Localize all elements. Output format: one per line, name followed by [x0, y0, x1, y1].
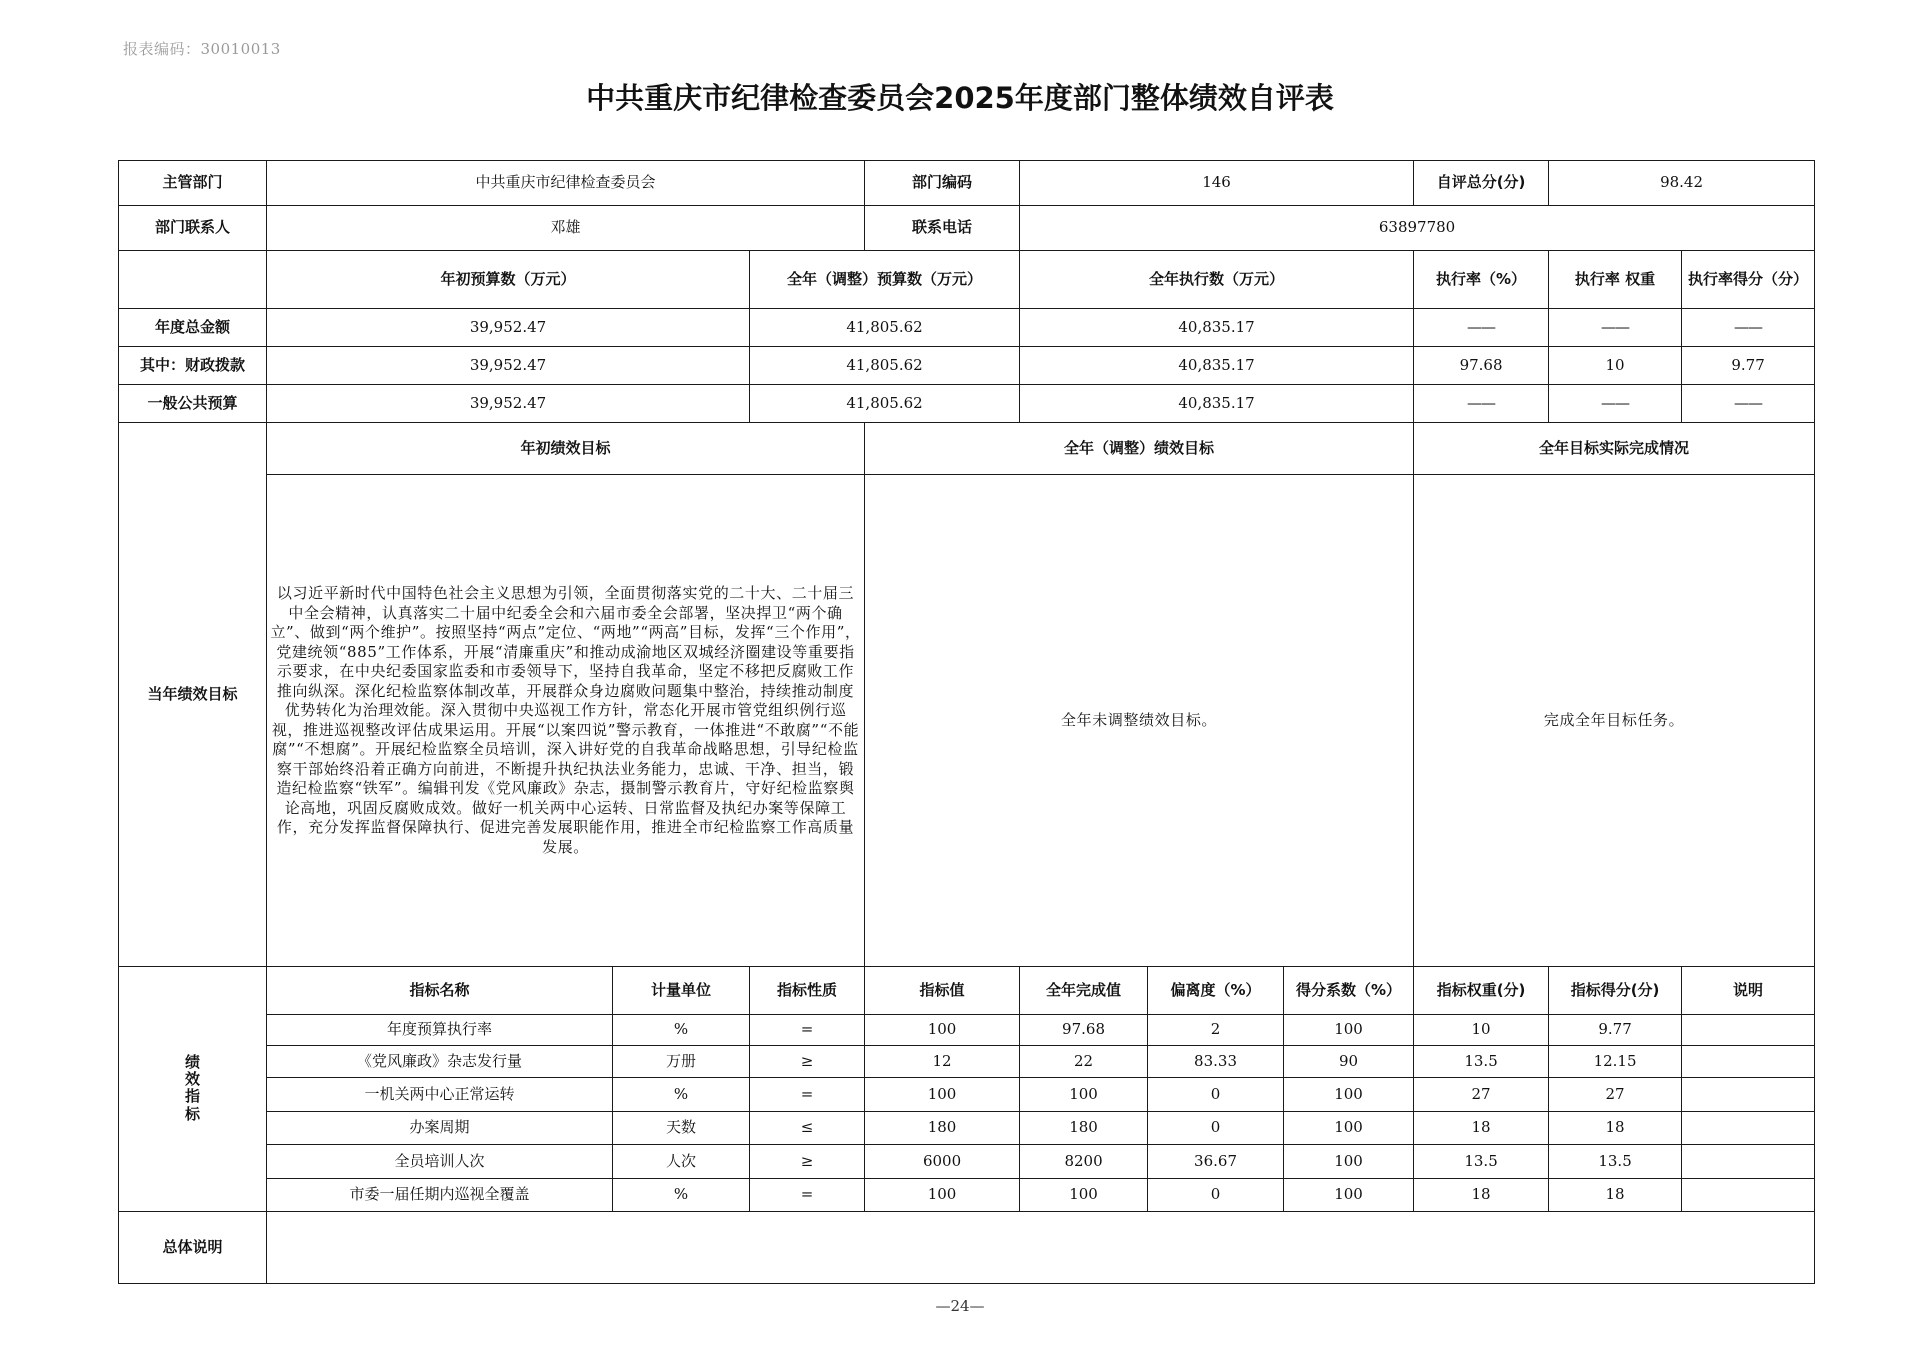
ind-weight: 27: [1414, 1078, 1549, 1112]
budget-header-initial: 年初预算数（万元）: [267, 251, 750, 309]
budget-score: ——: [1682, 309, 1815, 347]
ind-completed: 100: [1020, 1078, 1148, 1112]
goals-section-label: 当年绩效目标: [119, 423, 267, 967]
ind-coefficient: 100: [1284, 1078, 1414, 1112]
ind-target: 12: [865, 1046, 1020, 1078]
page-number: —24—: [935, 1297, 985, 1315]
budget-row: [119, 385, 1815, 423]
ind-note: [1682, 1015, 1815, 1046]
ind-coefficient: 100: [1284, 1179, 1414, 1212]
indicator-row: [119, 1046, 1815, 1078]
ind-nature: ≥: [750, 1046, 865, 1078]
budget-weight: ——: [1549, 385, 1682, 423]
budget-header-row: [119, 251, 1815, 309]
ind-header-deviation: 偏离度（%）: [1148, 967, 1284, 1015]
budget-header-executed: 全年执行数（万元）: [1020, 251, 1414, 309]
contact-label: 部门联系人: [119, 206, 267, 251]
ind-note: [1682, 1078, 1815, 1112]
ind-weight: 13.5: [1414, 1145, 1549, 1179]
ind-header-nature: 指标性质: [750, 967, 865, 1015]
dept-value: 中共重庆市纪律检查委员会: [267, 161, 865, 206]
ind-completed: 22: [1020, 1046, 1148, 1078]
ind-note: [1682, 1145, 1815, 1179]
budget-executed: 40,835.17: [1020, 385, 1414, 423]
ind-header-completed: 全年完成值: [1020, 967, 1148, 1015]
dept-code-value: 146: [1020, 161, 1414, 206]
ind-nature: ≤: [750, 1112, 865, 1145]
ind-deviation: 36.67: [1148, 1145, 1284, 1179]
indicator-row: [119, 1112, 1815, 1145]
ind-unit: 万册: [613, 1046, 750, 1078]
budget-header-adjusted: 全年（调整）预算数（万元）: [750, 251, 1020, 309]
ind-target: 100: [865, 1078, 1020, 1112]
ind-note: [1682, 1112, 1815, 1145]
ind-target: 180: [865, 1112, 1020, 1145]
ind-deviation: 0: [1148, 1078, 1284, 1112]
ind-score: 18: [1549, 1112, 1682, 1145]
ind-unit: 人次: [613, 1145, 750, 1179]
budget-rate: ——: [1414, 385, 1549, 423]
budget-row: [119, 309, 1815, 347]
ind-header-unit: 计量单位: [613, 967, 750, 1015]
budget-weight: ——: [1549, 309, 1682, 347]
ind-coefficient: 90: [1284, 1046, 1414, 1078]
ind-deviation: 0: [1148, 1179, 1284, 1212]
budget-executed: 40,835.17: [1020, 309, 1414, 347]
goals-content-row: [119, 475, 1815, 967]
ind-completed: 8200: [1020, 1145, 1148, 1179]
indicators-section-text: 绩效指标: [184, 1052, 200, 1123]
ind-note: [1682, 1046, 1815, 1078]
actual-completion-text: 完成全年目标任务。: [1414, 475, 1815, 967]
ind-score: 13.5: [1549, 1145, 1682, 1179]
ind-nature: =: [750, 1179, 865, 1212]
ind-header-coefficient: 得分系数（%）: [1284, 967, 1414, 1015]
page-title: 中共重庆市纪律检查委员会2025年度部门整体绩效自评表: [586, 81, 1334, 115]
ind-deviation: 0: [1148, 1112, 1284, 1145]
ind-name: 一机关两中心正常运转: [267, 1078, 613, 1112]
ind-header-note: 说明: [1682, 967, 1815, 1015]
indicators-header-row: [119, 967, 1815, 1015]
ind-target: 100: [865, 1179, 1020, 1212]
budget-row: [119, 347, 1815, 385]
ind-unit: 天数: [613, 1112, 750, 1145]
ind-weight: 10: [1414, 1015, 1549, 1046]
indicator-row: [119, 1145, 1815, 1179]
budget-corner: [119, 251, 267, 309]
ind-name: 全员培训人次: [267, 1145, 613, 1179]
self-score-label: 自评总分(分): [1414, 161, 1549, 206]
indicator-row: [119, 1179, 1815, 1212]
budget-row-label: 其中：财政拨款: [119, 347, 267, 385]
budget-score: 9.77: [1682, 347, 1815, 385]
ind-header-weight: 指标权重(分): [1414, 967, 1549, 1015]
ind-score: 9.77: [1549, 1015, 1682, 1046]
ind-target: 6000: [865, 1145, 1020, 1179]
ind-deviation: 83.33: [1148, 1046, 1284, 1078]
ind-weight: 18: [1414, 1179, 1549, 1212]
ind-header-target: 指标值: [865, 967, 1020, 1015]
info-row-dept: [119, 161, 1815, 206]
ind-deviation: 2: [1148, 1015, 1284, 1046]
ind-name: 市委一届任期内巡视全覆盖: [267, 1179, 613, 1212]
ind-coefficient: 100: [1284, 1015, 1414, 1046]
initial-goal-text: 以习近平新时代中国特色社会主义思想为引领，全面贯彻落实党的二十大、二十届三中全会精神，认真落实二十届中纪委全会和六届市委全会部署，坚决捍卫“两个确立”、做到“两个维护”。按照坚持“两点”定位、“两地”“两高”目标，发挥“三个作用”，党建统领“885”工作体系，开展“清廉重庆”和推动成渝地区双城经济圈建设等重要指示要求，在中央纪委国家监委和市委领导下，坚持自我革命，坚定不移把反腐败工作推向纵深。深化纪检监察体制改革，开展群众身边腐败问题集中整治，持续推动制度优势转化为治理效能。深入贯彻中央巡视工作方针，常态化开展市管党组织例行巡视，推进巡视整改评估成果运用。开展“以案四说”警示教育，一体推进“不敢腐”“不能腐”“不想腐”。开展纪检监察全员培训，深入讲好党的自我革命战略思想，引导纪检监察干部始终沿着正确方向前进，不断提升执纪执法业务能力，忠诚、干净、担当，锻造纪检监察“铁军”。编辑刊发《党风廉政》杂志，摄制警示教育片，守好纪检监察舆论高地，巩固反腐败成效。做好一机关两中心运转、日常监督及执纪办案等保障工作，充分发挥监督保障执行、促进完善发展职能作用，推进全市纪检监察工作高质量发展。: [267, 475, 865, 967]
adjusted-goal-text: 全年未调整绩效目标。: [865, 475, 1414, 967]
phone-label: 联系电话: [865, 206, 1020, 251]
ind-nature: =: [750, 1015, 865, 1046]
ind-coefficient: 100: [1284, 1112, 1414, 1145]
budget-header-score: 执行率得分（分）: [1682, 251, 1815, 309]
budget-adjusted: 41,805.62: [750, 385, 1020, 423]
summary-label: 总体说明: [119, 1212, 267, 1284]
info-row-contact: [119, 206, 1815, 251]
ind-unit: %: [613, 1179, 750, 1212]
budget-rate: ——: [1414, 309, 1549, 347]
report-code: 报表编码：30010013: [123, 40, 281, 58]
ind-weight: 18: [1414, 1112, 1549, 1145]
ind-unit: %: [613, 1015, 750, 1046]
dept-code-label: 部门编码: [865, 161, 1020, 206]
budget-header-rate: 执行率（%）: [1414, 251, 1549, 309]
ind-name: 年度预算执行率: [267, 1015, 613, 1046]
dept-label: 主管部门: [119, 161, 267, 206]
summary-row: [119, 1212, 1815, 1284]
ind-note: [1682, 1179, 1815, 1212]
performance-evaluation-table: [118, 160, 1815, 1284]
budget-score: ——: [1682, 385, 1815, 423]
contact-value: 邓雄: [267, 206, 865, 251]
budget-adjusted: 41,805.62: [750, 309, 1020, 347]
self-score-value: 98.42: [1549, 161, 1815, 206]
ind-completed: 100: [1020, 1179, 1148, 1212]
goals-header-adjusted: 全年（调整）绩效目标: [865, 423, 1414, 475]
budget-rate: 97.68: [1414, 347, 1549, 385]
budget-executed: 40,835.17: [1020, 347, 1414, 385]
ind-nature: =: [750, 1078, 865, 1112]
budget-initial: 39,952.47: [267, 347, 750, 385]
ind-score: 18: [1549, 1179, 1682, 1212]
budget-weight: 10: [1549, 347, 1682, 385]
ind-coefficient: 100: [1284, 1145, 1414, 1179]
budget-row-label: 一般公共预算: [119, 385, 267, 423]
ind-nature: ≥: [750, 1145, 865, 1179]
ind-completed: 97.68: [1020, 1015, 1148, 1046]
ind-completed: 180: [1020, 1112, 1148, 1145]
budget-header-weight: 执行率 权重: [1549, 251, 1682, 309]
budget-initial: 39,952.47: [267, 309, 750, 347]
ind-score: 27: [1549, 1078, 1682, 1112]
ind-name: 《党风廉政》杂志发行量: [267, 1046, 613, 1078]
ind-weight: 13.5: [1414, 1046, 1549, 1078]
indicators-section-label: [119, 967, 267, 1212]
budget-adjusted: 41,805.62: [750, 347, 1020, 385]
ind-target: 100: [865, 1015, 1020, 1046]
goals-header-actual: 全年目标实际完成情况: [1414, 423, 1815, 475]
ind-header-name: 指标名称: [267, 967, 613, 1015]
ind-unit: %: [613, 1078, 750, 1112]
ind-header-score: 指标得分(分): [1549, 967, 1682, 1015]
phone-value: 63897780: [1020, 206, 1815, 251]
budget-row-label: 年度总金额: [119, 309, 267, 347]
goals-header-row: [119, 423, 1815, 475]
indicator-row: [119, 1015, 1815, 1046]
goals-header-initial: 年初绩效目标: [267, 423, 865, 475]
indicator-row: [119, 1078, 1815, 1112]
ind-score: 12.15: [1549, 1046, 1682, 1078]
ind-name: 办案周期: [267, 1112, 613, 1145]
summary-value: [267, 1212, 1815, 1284]
budget-initial: 39,952.47: [267, 385, 750, 423]
